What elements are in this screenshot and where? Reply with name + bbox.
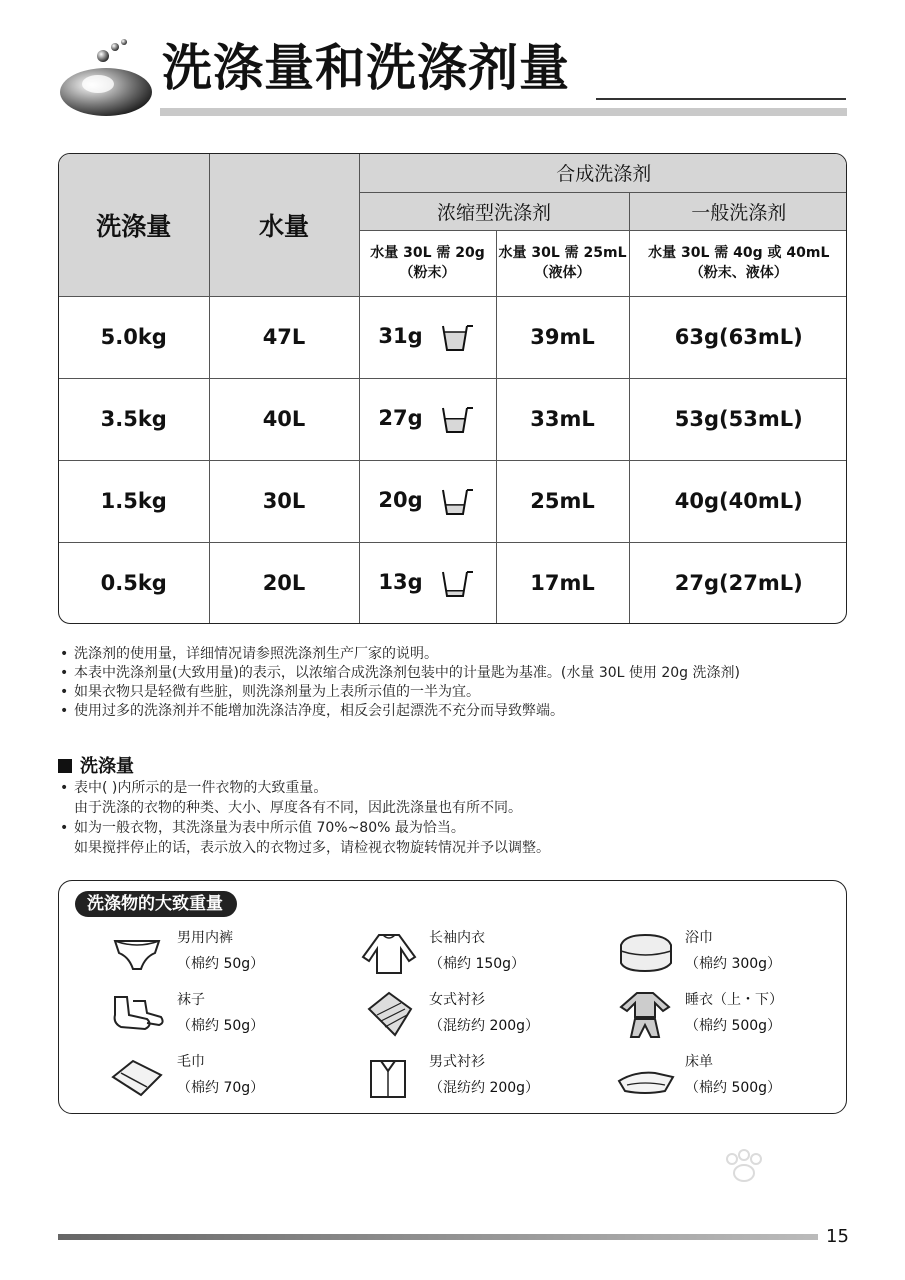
garment-item: 男式衬衫 （混纺约 200g） <box>359 1051 609 1109</box>
garment-item: 长袖内衣 （棉约 150g） <box>359 927 609 985</box>
socks-icon <box>107 989 167 1039</box>
pajamas-icon <box>615 989 675 1039</box>
note-item: • 洗涤剂的使用量，详细情况请参照洗涤剂生产厂家的说明。 <box>60 645 860 664</box>
note-item: • 使用过多的洗涤剂并不能增加洗涤洁净度，相反会引起漂洗不充分而导致弊端。 <box>60 702 860 721</box>
table-row: 5.0kg 47L 31g 39mL 63g(63mL) <box>59 296 847 378</box>
footer-bar <box>58 1234 818 1240</box>
garment-item: 床单 （棉约 500g） <box>615 1051 865 1109</box>
header-concentrated: 浓缩型洗涤剂 <box>359 192 629 230</box>
measuring-cup-icon <box>437 404 477 434</box>
garment-weights-panel <box>58 880 847 1114</box>
panel-title: 洗涤物的大致重量 <box>75 891 237 917</box>
measuring-cup-icon <box>437 322 477 352</box>
bed-sheet-icon <box>615 1051 675 1101</box>
blouse-icon <box>359 989 419 1039</box>
title-shade <box>160 108 847 116</box>
measuring-cup-icon <box>437 568 477 598</box>
garment-item: 男用内裤 （棉约 50g） <box>107 927 357 985</box>
header-powder: 水量 30L 需 20g （粉末） <box>359 230 496 296</box>
note-item: • 本表中洗涤剂量(大致用量)的表示，以浓缩合成洗涤剂包装中的计量匙为基准。(水量 30L 使用 20g 洗涤剂) <box>60 664 860 683</box>
garment-item: 毛巾 （棉约 70g） <box>107 1051 357 1109</box>
garment-item: 浴巾 （棉约 300g） <box>615 927 865 985</box>
header-general: 一般洗涤剂 <box>629 192 847 230</box>
long-sleeve-icon <box>359 927 419 977</box>
header-synthetic: 合成洗涤剂 <box>359 154 847 192</box>
title-rule <box>596 98 846 100</box>
bubble-logo-icon <box>58 38 158 118</box>
table-row: 1.5kg 30L 20g 25mL 40g(40mL) <box>59 460 847 542</box>
note-item: • 如果衣物只是轻微有些脏，则洗涤剂量为上表所示值的一半为宜。 <box>60 683 860 702</box>
header-load: 洗涤量 <box>59 154 209 296</box>
square-bullet-icon <box>58 759 72 773</box>
towel-icon <box>107 1051 167 1101</box>
page-title: 洗涤量和洗涤剂量 <box>162 39 570 97</box>
garment-item: 睡衣（上・下） （棉约 500g） <box>615 989 865 1047</box>
header-liquid: 水量 30L 需 25mL （液体） <box>496 230 629 296</box>
table-row: 3.5kg 40L 27g 33mL 53g(53mL) <box>59 378 847 460</box>
section-heading: 洗涤量 <box>58 752 134 778</box>
table-row: 0.5kg 20L 13g 17mL 27g(27mL) <box>59 542 847 624</box>
shirt-icon <box>359 1051 419 1101</box>
detergent-table <box>58 153 847 624</box>
measuring-cup-icon <box>437 486 477 516</box>
baidu-watermark <box>640 1145 850 1240</box>
header-water: 水量 <box>209 154 359 296</box>
header-general-amount: 水量 30L 需 40g 或 40mL （粉末、液体） <box>629 230 847 296</box>
note-item: • 如为一般衣物，其洗涤量为表中所示值 70%~80% 最为恰当。 <box>60 818 860 838</box>
garment-item: 袜子 （棉约 50g） <box>107 989 357 1047</box>
note-continuation: 如果搅拌停止的话，表示放入的衣物过多，请检视衣物旋转情况并予以调整。 <box>74 840 550 856</box>
load-notes <box>60 778 860 858</box>
briefs-icon <box>107 927 167 977</box>
note-item: • 表中( )内所示的是一件衣物的大致重量。 <box>60 778 860 798</box>
notes-list <box>60 645 860 721</box>
bath-towel-icon <box>615 927 675 977</box>
note-continuation: 由于洗涤的衣物的种类、大小、厚度各有不同，因此洗涤量也有所不同。 <box>74 800 522 816</box>
garment-item: 女式衬衫 （混纺约 200g） <box>359 989 609 1047</box>
page-number: 15 <box>826 1226 849 1247</box>
